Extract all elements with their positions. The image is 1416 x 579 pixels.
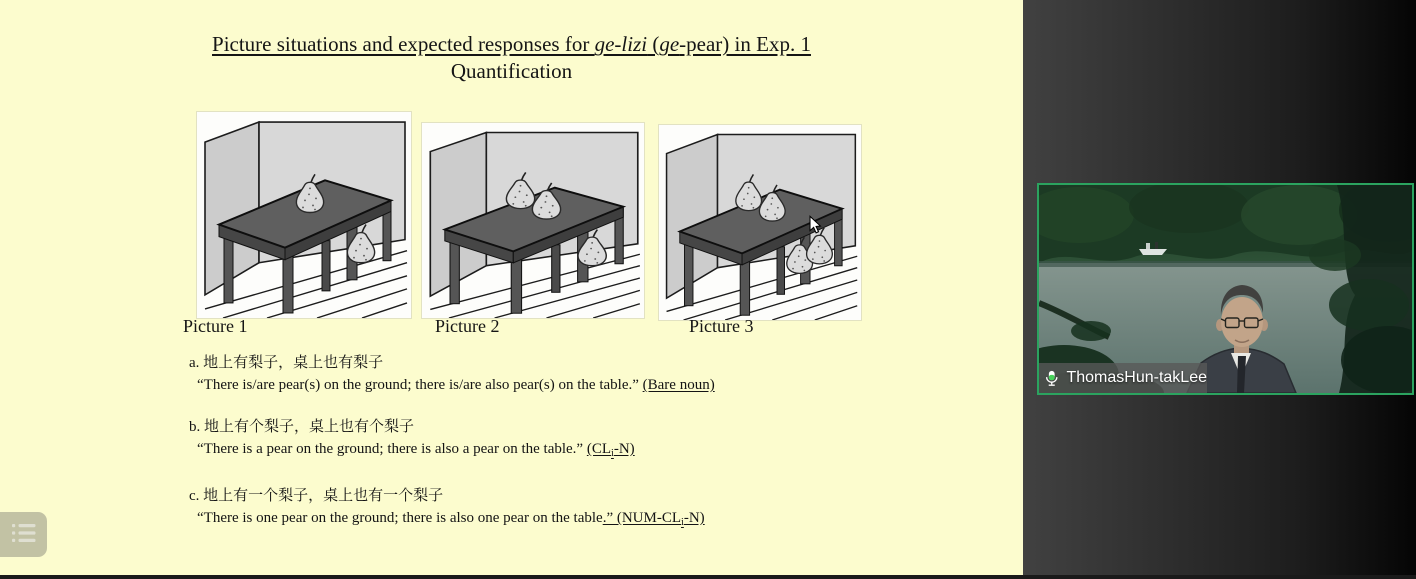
participant-video-feed bbox=[1039, 185, 1412, 393]
picture-3-label: Picture 3 bbox=[689, 316, 754, 336]
response-list bbox=[189, 352, 715, 554]
participant-name-bar bbox=[1039, 363, 1207, 393]
response-c-english: “There is one pear on the ground; there is also one pear on the table.” (NUM-CLi-N) bbox=[197, 509, 705, 528]
response-a-english: “There is/are pear(s) on the ground; there is/are also pear(s) on the table.” (Bare noun) bbox=[197, 377, 715, 393]
response-c-chinese: c. 地上有一个梨子，桌上也有一个梨子 bbox=[189, 487, 444, 504]
response-item-a bbox=[189, 352, 715, 396]
slide-subtitle: Quantification bbox=[450, 59, 573, 83]
stimulus-picture-3 bbox=[658, 124, 862, 321]
response-b-chinese: b. 地上有个梨子，桌上也有个梨子 bbox=[189, 419, 415, 435]
picture-2-label: Picture 2 bbox=[435, 316, 500, 336]
response-item-b bbox=[189, 416, 715, 465]
slide-list-icon bbox=[12, 523, 36, 546]
response-b-english: “There is a pear on the ground; there is also a pear on the table.” (CLi-N) bbox=[197, 441, 635, 459]
microphone-active-icon bbox=[1044, 370, 1059, 387]
bottom-edge-strip bbox=[0, 575, 1416, 579]
stimulus-picture-2 bbox=[421, 122, 645, 319]
participant-video-tile[interactable] bbox=[1037, 183, 1414, 395]
slide-title-block bbox=[0, 31, 1023, 85]
stimulus-picture-1 bbox=[196, 111, 412, 319]
slide-title: Picture situations and expected responses for ge-lizi (ge-pear) in Exp. 1 bbox=[212, 32, 811, 56]
slide-thumbnails-button[interactable] bbox=[0, 512, 47, 557]
response-a-chinese: a. 地上有梨子，桌上也有梨子 bbox=[189, 355, 384, 371]
response-item-c bbox=[189, 485, 715, 534]
picture-1-label: Picture 1 bbox=[183, 316, 248, 336]
participant-name: ThomasHun-takLee bbox=[1066, 369, 1207, 386]
